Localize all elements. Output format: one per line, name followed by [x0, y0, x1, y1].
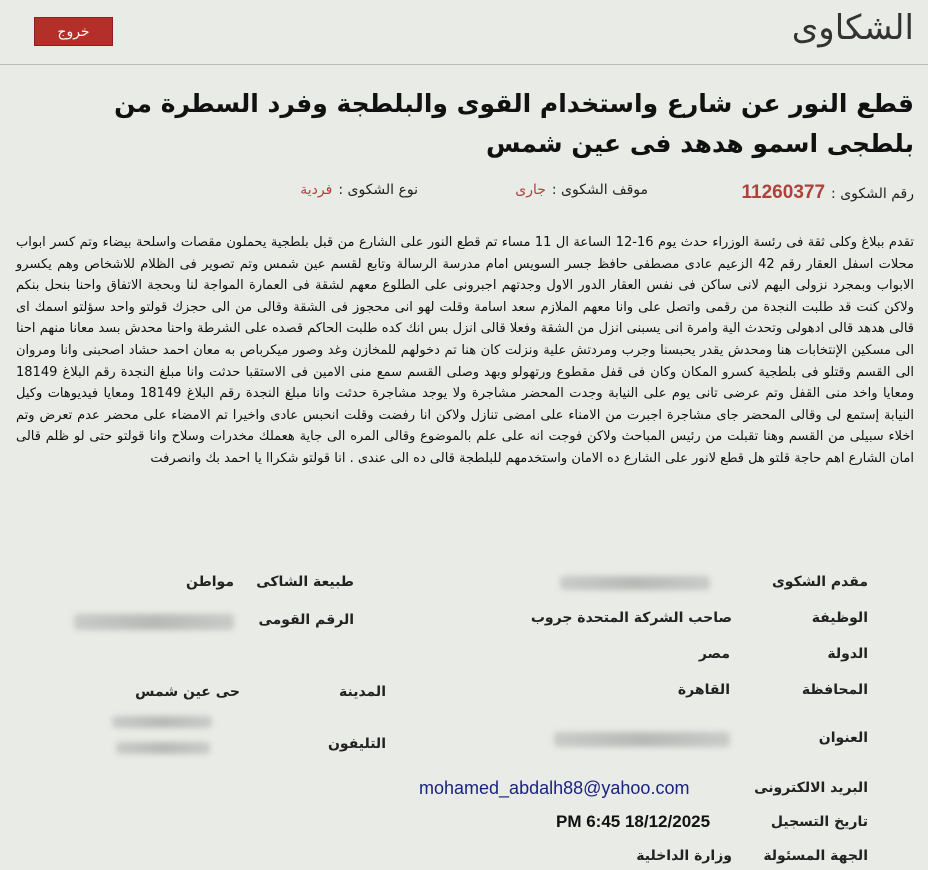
complaint-status-label: موقف الشكوى :: [551, 182, 648, 198]
national-id-label: الرقم القومى: [258, 612, 354, 628]
complaint-type: [300, 182, 418, 198]
authority-value: وزارة الداخلية: [636, 848, 732, 864]
complaint-status: [515, 182, 648, 198]
complaint-number: [742, 182, 914, 204]
city-label: المدينة: [339, 684, 386, 700]
job-label: الوظيفة: [811, 610, 868, 626]
complaint-title: قطع النور عن شارع واستخدام القوى والبلطجة وفرد السطرة من بلطجى اسمو هدهد فى عين شمس: [114, 89, 914, 158]
date-value: PM 6:45 18/12/2025: [556, 812, 711, 831]
complaint-body: تقدم ببلاغ وكلى ثقة فى رئسة الوزراء حدث يوم 16-12 الساعة ال 11 مساء تم قطع النور على الشارع من قبل بلطجية يحملون مقصات واسلحة بيضاء وتم كسر ابواب محلات اسفل العقار رقم 42 الزعيم عادى مصطفى حافظ جسر السويس امام مدرسة الرسالة وتابع لقسم عين شمس وتم تصوير فى الظلام للاشخاص وهم يكسرو الابواب وبمجرد نزولى اليهم لانى ساكن فى نفس العقار الدور الاول وجدتهم اجبرونى على الطلوع معهم لشقة فى العمارة المواجة لنا وبحجة الاتفاق واحنا بنحل بنكم ولاكن كنت قد طلبت النجدة من رقمى واتصل على وانا معهم الملازم سعد اسامة وقلت لهو انى محجوز فى الشقة وقالى من الى حجزك قولتو واحد سؤلتو اسمك اى قالى هدهد قالى ادهولى وتحدث الية وامرة انى يسبنى انزل من الشقة وفعلا قالى انزل بس انك كده طلبت الحاكم قصده على الشرطة واحنا محدش بسد معانا منهم احنا الى مسكين الإنتخابات هنا ومحدش يقدر يحبسنا وجرب ومردتش علية ونزلت كان هنا تم دخولهم للمخازن وغد وصور ميكرباص به معان احمد حشاد اصحبنى وانا ومروان الى القسم وقتلو فى بلطجية كسرو المكان وكان فى قفل مقطوع ورتهولو وبهد وصلى القسم سمع منى الامين فى الاستقبا حدثت وانا مبلغ النجدة رقم البلاغ 18149 ومعايا واخد منى القفل وتم عرضى تانى يوم على النيابة وجدت المحضر مشاجرة ولا يوجد مشاجرة حدثت وانا مبلغ النجدة رقم البلاغ 18149 ومعايا فيديوهات وكيل النيابة إستمع لى وقالى المحضر جاى مشاجرة اجبرت من الامناء على امضى تنازل ولاكن انا رفضت وقلت انحبس عادى واخيرا تم الامضاء على محضر عدم تعرض وتم اخلاء سبيلى من القسم وهنا تقبلت من رئيس المباحث ولاكن فوجت انه على علم بالموضوع وقالى المره الى جاية هعملك مخدرات وسلاح وانا قولتو حتى لو ظلم قالى امان الشارع اهم حاجة قلتو هل قطع لانور على الشارع ده الامان واستخدمهم للبلطجة قالى ده الى عندى . انا قولتو شكراا يا احمد بك وانصرفت: [16, 235, 914, 466]
governorate-label: المحافظة: [801, 682, 868, 698]
phone-label: التليفون: [327, 736, 386, 752]
complaint-number-label: رقم الشكوى :: [831, 186, 914, 202]
email-value[interactable]: mohamed_abdalh88@yahoo.com: [419, 778, 690, 798]
national-id-value-redacted: [74, 614, 234, 630]
phone-value-redacted-1: [112, 716, 212, 728]
complaint-number-value: 11260377: [741, 182, 826, 203]
logout-button[interactable]: خروج: [34, 17, 113, 46]
email-label: البريد الالكترونى: [754, 780, 868, 796]
page-header: [0, 0, 928, 65]
nature-label: طبيعة الشاكى: [256, 574, 354, 590]
country-label: الدولة: [827, 646, 868, 662]
date-label: تاريخ التسجيل: [770, 814, 868, 830]
page-title: الشكاوى: [791, 8, 914, 48]
city-value: حى عين شمس: [135, 684, 240, 700]
authority-label: الجهة المسئولة: [763, 848, 868, 864]
country-value: مصر: [698, 646, 730, 662]
address-label: العنوان: [818, 730, 868, 746]
complaint-status-value: جارى: [515, 182, 546, 198]
phone-value-redacted-2: [116, 742, 210, 754]
job-value: صاحب الشركة المتحدة جروب: [530, 610, 732, 626]
governorate-value: القاهرة: [677, 682, 730, 698]
complaint-type-label: نوع الشكوى :: [338, 182, 418, 198]
complaint-type-value: فردية: [300, 182, 333, 198]
applicant-value-redacted: [560, 576, 710, 590]
applicant-label: مقدم الشكوى: [771, 574, 868, 590]
nature-value: مواطن: [185, 574, 234, 590]
address-value-redacted: [554, 732, 730, 747]
